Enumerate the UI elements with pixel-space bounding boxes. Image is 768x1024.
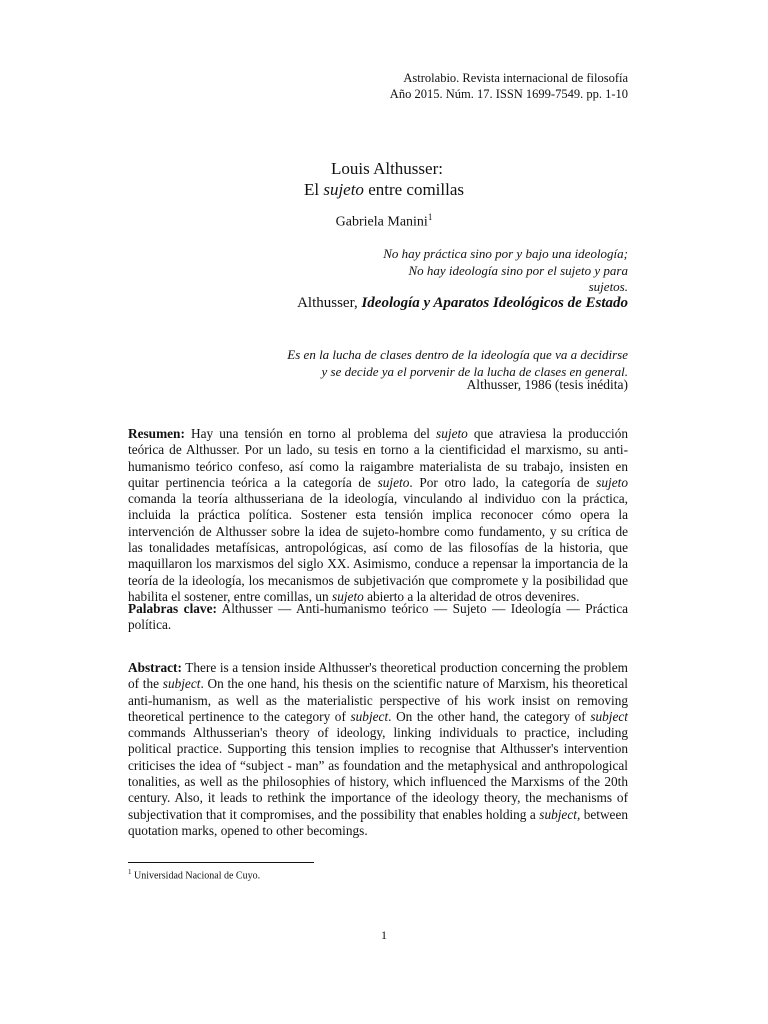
page-number: 1 (381, 928, 387, 942)
footnote: $^1$ Universidad Nacional de Cuyo. (128, 868, 261, 882)
title-line-1: Louis Althusser: (331, 159, 443, 178)
epigraph-1: No hay práctica sino por y bajo una ideología; No hay ideología sino por el sujeto y para sujetos. (383, 246, 628, 294)
abstract-label: Abstract: (128, 660, 182, 675)
keywords-label: Palabras clave: (128, 601, 217, 616)
resumen-paragraph: Resumen: Hay una tensión en torno al problema del sujeto que atraviesa la producción teórica de Althusser. Por un lado, su tesis en torno a la cientificidad el marxismo, su anti-humanismo teórico confeso, así como la raigambre materialista de su trabajo, insisten en quitar pertinencia teórica a la categoría de sujeto. Por otro lado, la categoría de sujeto comanda la teoría althusseriana de la ideología, vinculando al individuo con la práctica, incluida la práctica política. Sostener esta tensión implica reconocer cómo opera la intervención de Althusser sobre la idea de sujeto-hombre como fundamento, y su crítica de las tonalidades metafísicas, antropológicas, así como de las filosofías de la historia, que maquillaron los marxismos del siglo XX. Asimismo, conduce a repensar la importancia de la teoría de la ideología, los mecanismos de subjetivación que compromete y la posibilidad que habilita el sostener, entre comillas, un sujeto abierto a la alteridad de otros devenires. (128, 426, 628, 604)
footnote-divider (128, 862, 314, 863)
epigraph-2-source: Althusser, 1986 (tesis inédita) (466, 377, 628, 392)
journal-name: Astrolabio. Revista internacional de filosofía (403, 71, 628, 85)
abstract-paragraph: Abstract: There is a tension inside Althusser's theoretical production concerning the problem of the subject. On the one hand, his thesis on the scientific nature of Marxism, his theoretical anti-humanism, as well as the materialistic perspective of his work insist on removing theoretical pertinence to the category of subject. On the other hand, the category of subject commands Althusserian's theory of ideology, linking individuals to practice, including political practice. Supporting this tension implies to recognise that Althusser's intervention criticises the idea of “subject - man” as foundation and the metaphysical and anthropological tonalities, as well as the philosophies of history, which influenced the Marxisms of the 20th century. Also, it leads to rethink the importance of the ideology theory, the mechanisms of subjectivation that it compromises, and the possibility that enables holding a subject, between quotation marks, opened to other becomings. (128, 660, 629, 838)
title-line-2: El sujeto entre comillas (303, 180, 465, 199)
journal-issue: Año 2015. Núm. 17. ISSN 1699-7549. pp. 1-10 (389, 87, 628, 101)
keywords-paragraph: Palabras clave: Althusser — Anti-humanismo teórico — Sujeto — Ideología — Práctica política. (128, 601, 629, 633)
journal-header (390, 70, 628, 102)
epigraph-1-source: Althusser, Ideología y Aparatos Ideológicos de Estado (297, 295, 628, 311)
resumen-label: Resumen: (128, 426, 185, 441)
author-name: Gabriela Manini$^1$ (335, 212, 433, 230)
footnote-mark[interactable]: 1 (427, 212, 433, 222)
article-title (0, 158, 768, 200)
epigraph-2: Es en la lucha de clases dentro de la ideología que va a decidirse y se decide ya el porvenir de la lucha de clases en general. (287, 347, 628, 379)
